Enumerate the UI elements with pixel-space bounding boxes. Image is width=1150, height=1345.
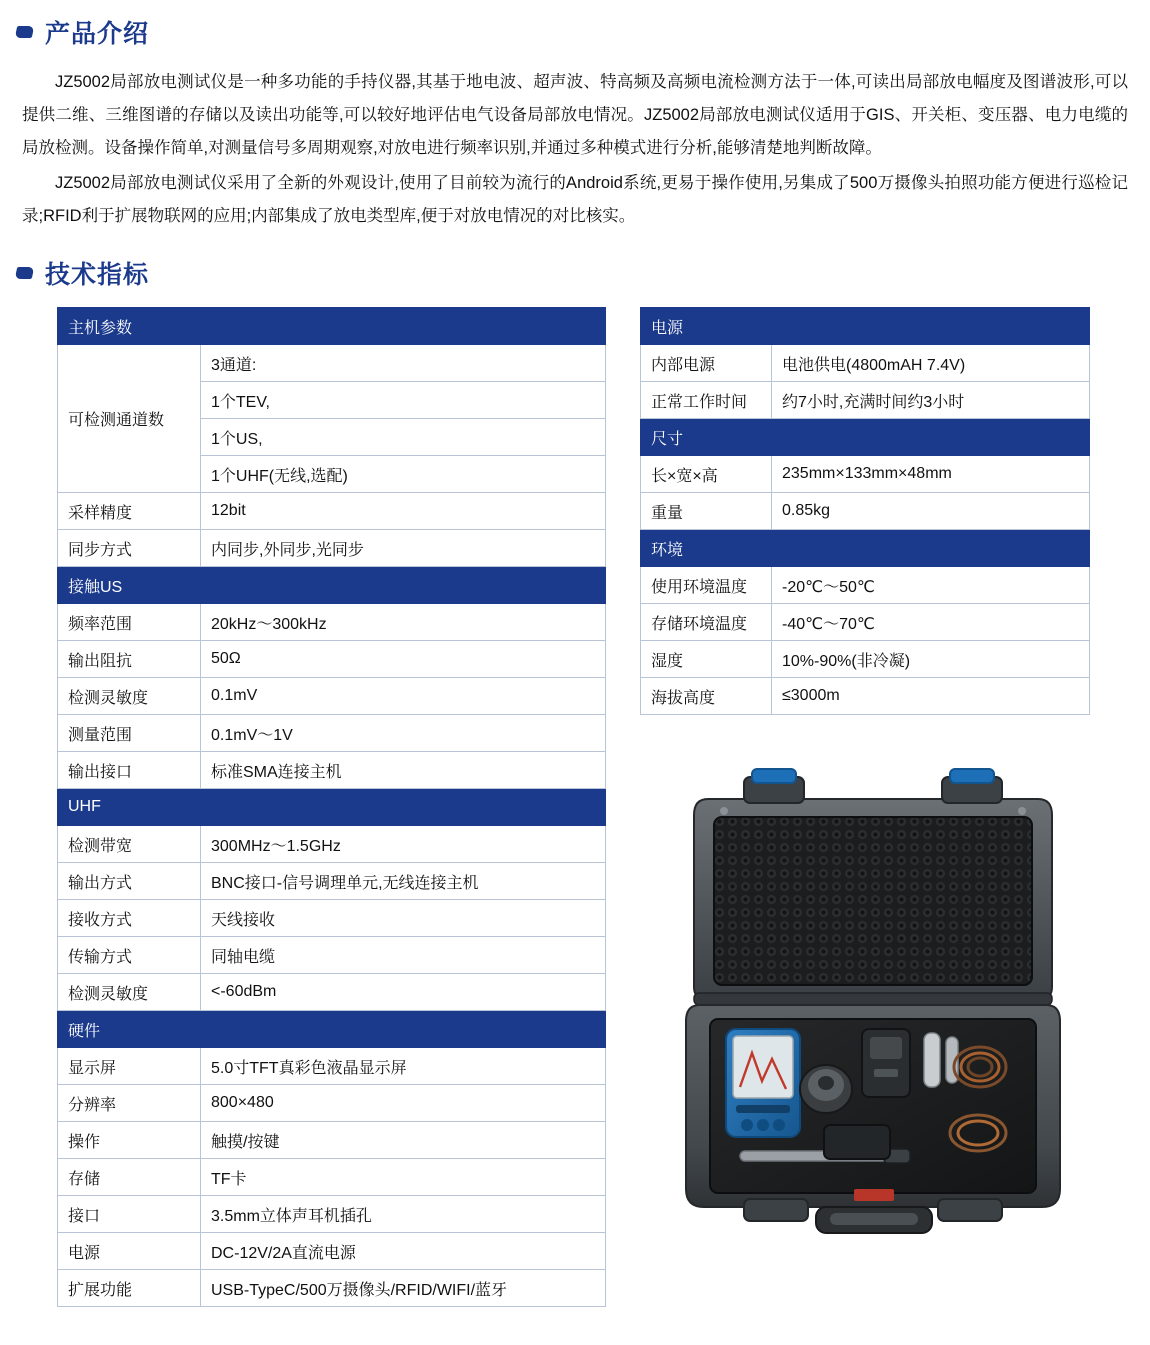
table-section-header-fill	[201, 1011, 606, 1048]
table-row	[58, 900, 606, 937]
table-row	[58, 715, 606, 752]
table-row	[641, 308, 1090, 345]
table-row	[58, 604, 606, 641]
table-section-header-fill	[772, 419, 1090, 456]
accessory-pouch	[824, 1125, 890, 1159]
table-row-key: 检测灵敏度	[58, 974, 201, 1011]
table-row	[641, 456, 1090, 493]
table-row-key: 输出阻抗	[58, 641, 201, 678]
table-row-value: 触摸/按键	[201, 1122, 606, 1159]
table-section-header: 电源	[641, 308, 772, 345]
table-row-value: 10%-90%(非冷凝)	[772, 641, 1090, 678]
table-row	[58, 1122, 606, 1159]
section-title-specs: 技术指标	[45, 261, 150, 289]
table-row	[641, 345, 1090, 382]
section-marker-icon	[15, 267, 35, 279]
table-section-header-fill	[772, 530, 1090, 567]
table-row	[58, 530, 606, 567]
intro-paragraphs	[22, 66, 1128, 233]
sensor-puck	[800, 1065, 852, 1113]
case-base	[686, 1005, 1060, 1233]
table-row-value: 12bit	[201, 493, 606, 530]
table-row-key: 海拔高度	[641, 678, 772, 715]
table-row	[58, 789, 606, 826]
table-row	[641, 604, 1090, 641]
table-row-key: 接收方式	[58, 900, 201, 937]
table-row	[641, 382, 1090, 419]
table-row-value: 电池供电(4800mAH 7.4V)	[772, 345, 1090, 382]
section-marker-icon	[15, 26, 35, 38]
section-title-intro: 产品介绍	[45, 20, 150, 48]
intro-paragraph-1: JZ5002局部放电测试仪是一种多功能的手持仪器,其基于地电波、超声波、特高频及高频电流检测方法于一体,可读出局部放电幅度及图谱波形,可以提供二维、三维图谱的存储以及读出功能等,可以较好地评估电气设备局部放电情况。JZ5002局部放电测试仪适用于GIS、开关柜、变压器、电力电缆的局放检测。设备操作简单,对测量信号多周期观察,对放电进行频率识别,并通过多种模式进行分析,能够清楚地判断故障。	[22, 73, 1128, 157]
table-row-key: 使用环境温度	[641, 567, 772, 604]
section-header-intro	[16, 14, 1150, 50]
table-row-value: DC-12V/2A直流电源	[201, 1233, 606, 1270]
table-section-header: 尺寸	[641, 419, 772, 456]
table-row	[58, 826, 606, 863]
table-row-value: 0.1mV～1V	[201, 715, 606, 752]
table-row-value: 20kHz～300kHz	[201, 604, 606, 641]
table-row	[58, 1196, 606, 1233]
table-row	[641, 678, 1090, 715]
table-row-key: 输出接口	[58, 752, 201, 789]
table-row	[58, 1270, 606, 1307]
table-row-key: 存储环境温度	[641, 604, 772, 641]
table-row	[58, 308, 606, 345]
table-row-value: 1个US,	[201, 419, 606, 456]
handheld-device	[726, 1029, 800, 1137]
table-row-value: <-60dBm	[201, 974, 606, 1011]
table-row	[58, 345, 606, 382]
table-row-value: 标准SMA连接主机	[201, 752, 606, 789]
table-section-header-fill	[772, 308, 1090, 345]
table-row-key: 重量	[641, 493, 772, 530]
table-row	[641, 641, 1090, 678]
table-row-key: 内部电源	[641, 345, 772, 382]
table-section-header: 硬件	[58, 1011, 201, 1048]
table-row-value: 235mm×133mm×48mm	[772, 456, 1090, 493]
table-row	[58, 974, 606, 1011]
power-adapter	[862, 1029, 910, 1097]
spec-table-left	[57, 307, 606, 1307]
table-row-value: BNC接口-信号调理单元,无线连接主机	[201, 863, 606, 900]
table-section-header: UHF	[58, 789, 201, 826]
table-row-key: 测量范围	[58, 715, 201, 752]
table-row-value: 内同步,外同步,光同步	[201, 530, 606, 567]
table-row-value: 天线接收	[201, 900, 606, 937]
spec-table-right	[640, 307, 1090, 715]
table-row-key: 传输方式	[58, 937, 201, 974]
table-row-value: 3通道:	[201, 345, 606, 382]
table-row-value: 0.1mV	[201, 678, 606, 715]
table-row-key: 接口	[58, 1196, 201, 1233]
table-section-header: 接触US	[58, 567, 201, 604]
intro-paragraph-2: JZ5002局部放电测试仪采用了全新的外观设计,使用了目前较为流行的Android系统,更易于操作使用,另集成了500万摄像头拍照功能方便进行巡检记录;RFID利于扩展物联网的应用;内部集成了放电类型库,便于对放电情况的对比核实。	[22, 174, 1128, 225]
table-row-key: 分辨率	[58, 1085, 201, 1122]
table-row-value: 3.5mm立体声耳机插孔	[201, 1196, 606, 1233]
table-section-header: 主机参数	[58, 308, 201, 345]
table-row	[641, 567, 1090, 604]
document-page	[0, 14, 1150, 1345]
table-row	[58, 641, 606, 678]
spec-area	[0, 307, 1150, 1299]
table-row	[58, 1048, 606, 1085]
table-row-value: 约7小时,充满时间约3小时	[772, 382, 1090, 419]
table-row	[58, 567, 606, 604]
section-header-specs	[16, 255, 1150, 291]
table-row-value: 300MHz～1.5GHz	[201, 826, 606, 863]
table-row-value: 同轴电缆	[201, 937, 606, 974]
table-row-key: 检测带宽	[58, 826, 201, 863]
table-row-key: 操作	[58, 1122, 201, 1159]
table-row-key: 扩展功能	[58, 1270, 201, 1307]
table-row	[58, 1085, 606, 1122]
table-section-header-fill	[201, 789, 606, 826]
table-row-value: 5.0寸TFT真彩色液晶显示屏	[201, 1048, 606, 1085]
table-row-key: 电源	[58, 1233, 201, 1270]
table-row	[58, 752, 606, 789]
table-row-key: 检测灵敏度	[58, 678, 201, 715]
table-row-key: 频率范围	[58, 604, 201, 641]
table-row	[58, 678, 606, 715]
table-row	[641, 530, 1090, 567]
table-row-value: TF卡	[201, 1159, 606, 1196]
table-row-key: 湿度	[641, 641, 772, 678]
table-row	[641, 493, 1090, 530]
table-row-key: 可检测通道数	[58, 345, 201, 493]
table-row	[58, 937, 606, 974]
table-row-key: 同步方式	[58, 530, 201, 567]
table-row-value: -20℃～50℃	[772, 567, 1090, 604]
table-row-key: 输出方式	[58, 863, 201, 900]
table-row-key: 正常工作时间	[641, 382, 772, 419]
table-row	[58, 1159, 606, 1196]
table-row	[58, 863, 606, 900]
table-row-value: 1个TEV,	[201, 382, 606, 419]
table-section-header: 环境	[641, 530, 772, 567]
table-row-value: USB-TypeC/500万摄像头/RFID/WIFI/蓝牙	[201, 1270, 606, 1307]
table-row	[58, 1011, 606, 1048]
table-row-value: 0.85kg	[772, 493, 1090, 530]
table-row	[58, 1233, 606, 1270]
table-row-value: 1个UHF(无线,选配)	[201, 456, 606, 493]
table-section-header-fill	[201, 567, 606, 604]
table-row-key: 存储	[58, 1159, 201, 1196]
product-photo	[648, 737, 1098, 1277]
table-section-header-fill	[201, 308, 606, 345]
table-row-key: 显示屏	[58, 1048, 201, 1085]
table-row-value: ≤3000m	[772, 678, 1090, 715]
table-row-key: 长×宽×高	[641, 456, 772, 493]
table-row	[58, 493, 606, 530]
table-row-value: 50Ω	[201, 641, 606, 678]
case-lid	[694, 769, 1052, 1005]
table-row-key: 采样精度	[58, 493, 201, 530]
table-row-value: 800×480	[201, 1085, 606, 1122]
table-row	[641, 419, 1090, 456]
table-row-value: -40℃～70℃	[772, 604, 1090, 641]
